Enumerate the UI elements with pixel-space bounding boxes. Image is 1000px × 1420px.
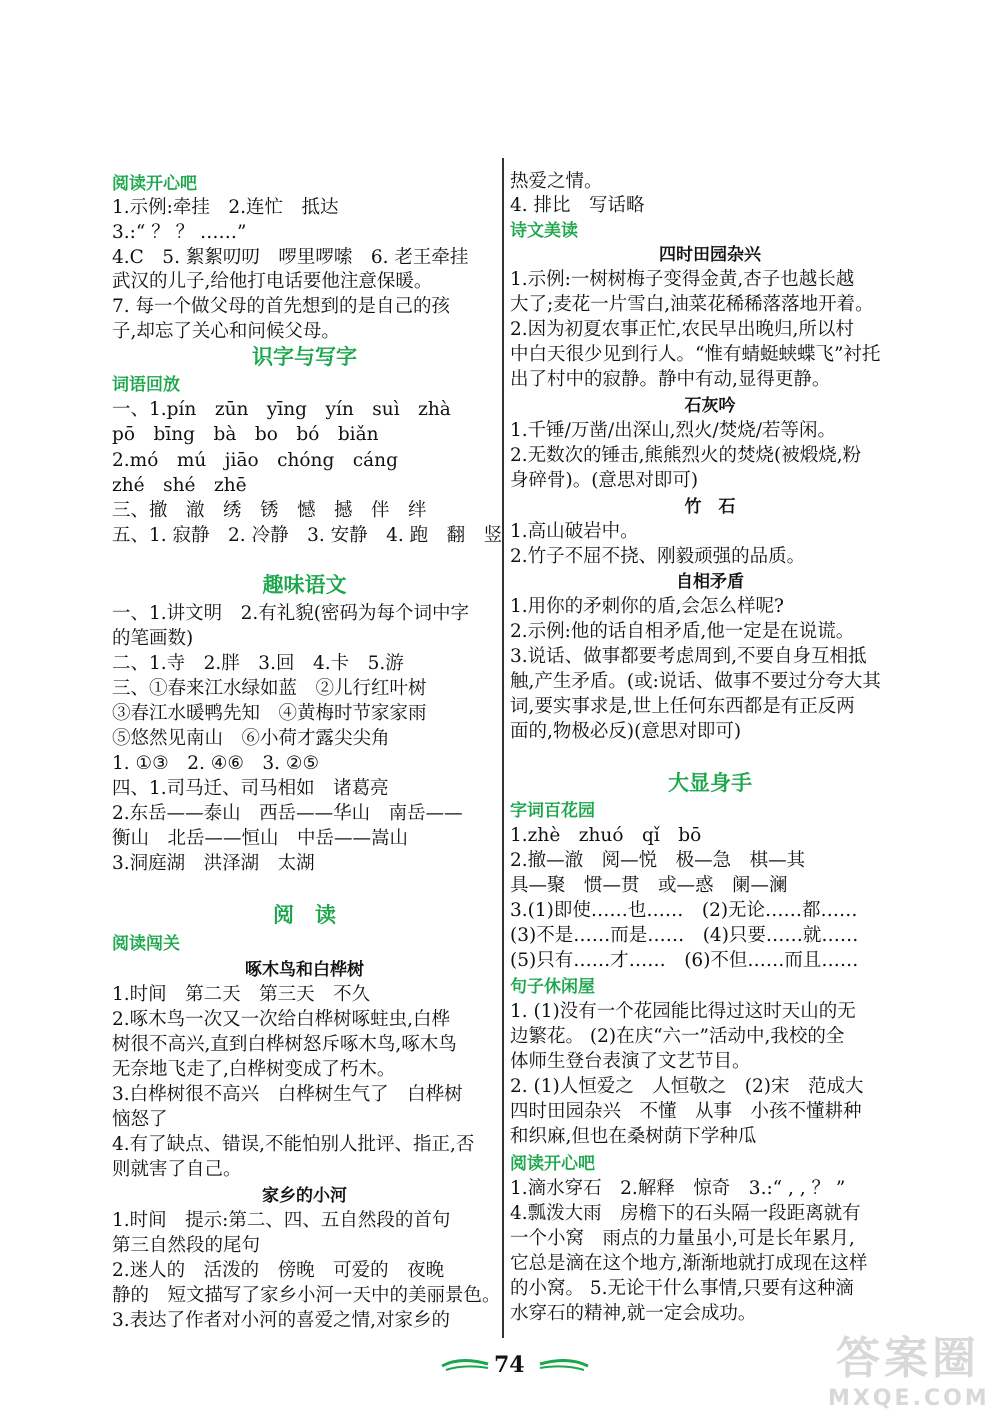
answer-line: (5)只有……才…… (6)不但……而且…… <box>510 950 859 971</box>
answer-line: 2.因为初夏农事正忙,农民早出晚归,所以村 <box>510 319 854 340</box>
answer-line: 树很不高兴,直到白桦树怒斥啄木鸟,啄木鸟 <box>112 1034 457 1055</box>
answer-line: 一、1.讲文明 2.有礼貌(密码为每个词中字 <box>112 603 470 624</box>
answer-line: 和织麻,但也在桑树荫下学种瓜 <box>510 1126 757 1147</box>
answer-line: 3.洞庭湖 洪泽湖 太湖 <box>112 853 315 874</box>
answer-line: 3.表达了作者对小河的喜爱之情,对家乡的 <box>112 1310 451 1331</box>
answer-line: 1.滴水穿石 2.解释 惊奇 3.:“ , , ？ ” <box>510 1178 846 1199</box>
answer-line: 四时田园杂兴 不懂 从事 小孩不懂耕种 <box>510 1101 862 1122</box>
passage-title: 家乡的小河 <box>262 1186 347 1206</box>
answer-line: 词,要实事求是,世上任何东西都是有正反两 <box>510 696 855 717</box>
answer-line: 身碎骨)。(意思对即可) <box>510 470 699 491</box>
answer-line: 武汉的儿子,给他打电话要他注意保暖。 <box>112 271 433 292</box>
answer-line: 出了村中的寂静。静中有动,显得更静。 <box>510 369 831 390</box>
section-label: 诗文美读 <box>510 221 578 241</box>
answer-line: pō bīng bà bo bó biǎn <box>112 424 379 445</box>
page-number: 74 <box>494 1352 525 1378</box>
section-label: 词语回放 <box>112 375 180 395</box>
section-title: 阅 读 <box>273 903 336 927</box>
answer-line: 无奈地飞走了,白桦树变成了朽木。 <box>112 1059 396 1080</box>
section-title: 趣味语文 <box>262 573 347 597</box>
watermark-logo-text: 答案圈 <box>836 1333 980 1384</box>
answer-line: 1.zhè zhuó qǐ bō <box>510 825 702 846</box>
passage-title: 四时田园杂兴 <box>659 245 761 265</box>
watermark-url: MXQE.COM <box>828 1386 990 1411</box>
section-label: 字词百花园 <box>510 801 595 821</box>
answer-line: 2.无数次的锤击,熊熊烈火的焚烧(被煅烧,粉 <box>510 445 862 466</box>
answer-line: 恼怒了 <box>112 1109 168 1130</box>
column-divider <box>502 158 504 1338</box>
answer-line: 子,却忘了关心和问候父母。 <box>112 321 340 342</box>
answer-line: 二、1.寺 2.胖 3.回 4.卡 5.游 <box>112 653 404 674</box>
answer-line: 3.(1)即使……也…… (2)无论……都…… <box>510 900 858 921</box>
answer-line: 3.白桦树很不高兴 白桦树生气了 白桦树 <box>112 1084 463 1105</box>
answer-line: 则就害了自己。 <box>112 1159 242 1180</box>
answer-line: 四、1.司马迁、司马相如 诸葛亮 <box>112 778 389 799</box>
answer-line: 热爱之情。 <box>510 171 603 192</box>
watermark <box>828 1322 988 1412</box>
answer-line: 2.示例:他的话自相矛盾,他一定是在说谎。 <box>510 621 855 642</box>
answer-line: 一、1.pín zūn yīng yín suì zhà <box>112 399 451 420</box>
answer-line: 中白天很少见到行人。“惟有蜻蜓蛱蝶飞”衬托 <box>510 344 881 365</box>
answer-line: 1.时间 第二天 第三天 不久 <box>112 984 371 1005</box>
answer-line: 五、1. 寂静 2. 冷静 3. 安静 4. 跑 翻 竖 <box>112 525 503 546</box>
answer-line: 7. 每一个做父母的首先想到的是自己的孩 <box>112 296 451 317</box>
answer-line: zhé shé zhē <box>112 475 247 496</box>
answer-line: 2. (1)人恒爱之 人恒敬之 (2)宋 范成大 <box>510 1076 864 1097</box>
passage-title: 石灰吟 <box>684 396 736 416</box>
answer-line: 它总是滴在这个地方,渐渐地就打成现在这样 <box>510 1253 868 1274</box>
answer-line: 2.竹子不屈不挠、刚毅顽强的品质。 <box>510 546 806 567</box>
answer-line: 具—聚 惯—贯 或—惑 阑—澜 <box>510 875 788 896</box>
answer-line: 三、①春来江水绿如蓝 ②儿行红叶树 <box>112 678 427 699</box>
answer-line: 4.C 5. 絮絮叨叨 啰里啰嗦 6. 老王牵挂 <box>112 247 469 268</box>
section-title: 大显身手 <box>668 771 752 795</box>
answer-line: 2.撤—澈 阅—悦 极—急 棋—其 <box>510 850 806 871</box>
answer-line: 水穿石的精神,就一定会成功。 <box>510 1303 757 1324</box>
answer-line: ③春江水暖鸭先知 ④黄梅时节家家雨 <box>112 703 427 724</box>
section-title: 识字与写字 <box>252 345 357 369</box>
answer-line: 2.mó mú jiāo chóng cáng <box>112 450 398 471</box>
answer-line: 的小窝。 5.无论干什么事情,只要有这种滴 <box>510 1278 854 1299</box>
page-footer <box>440 1352 590 1378</box>
answer-line: (3)不是……而是…… (4)只要……就…… <box>510 925 859 946</box>
answer-line: 衡山 北岳——恒山 中岳——嵩山 <box>112 828 409 849</box>
passage-title: 竹 石 <box>684 497 736 517</box>
answer-line: 3.:“ ？ ？ ……” <box>112 222 247 243</box>
answer-line: 2.东岳——泰山 西岳——华山 南岳—— <box>112 803 463 824</box>
answer-line: 体师生登台表演了文艺节目。 <box>510 1051 751 1072</box>
answer-line: 2.啄木鸟一次又一次给白桦树啄蛀虫,白桦 <box>112 1009 451 1030</box>
answer-line: 大了;麦花一片雪白,油菜花稀稀落落地开着。 <box>510 294 874 315</box>
answer-line: 4.瓢泼大雨 房檐下的石头隔一段距离就有 <box>510 1203 861 1224</box>
passage-title: 自相矛盾 <box>676 572 744 592</box>
answer-line: 1. ①③ 2. ④⑥ 3. ②⑤ <box>112 753 320 774</box>
answer-line: 1.示例:一树树梅子变得金黄,杏子也越长越 <box>510 269 855 290</box>
section-label: 句子休闲屋 <box>510 977 595 997</box>
answer-line: 三、撤 澈 绣 锈 憾 撼 伴 绊 <box>112 500 427 521</box>
answer-line: 静的 短文描写了家乡小河一天中的美丽景色。 <box>112 1285 501 1306</box>
section-label: 阅读闯关 <box>112 934 180 954</box>
answer-line: 1.千锤/万凿/出深山,烈火/焚烧/若等闲。 <box>510 420 836 441</box>
answer-line: ⑤悠然见南山 ⑥小荷才露尖尖角 <box>112 728 390 749</box>
answer-line: 面的,物极必反)(意思对即可) <box>510 721 742 742</box>
answer-line: 边繁花。 (2)在庆“六一”活动中,我校的全 <box>510 1026 845 1047</box>
answer-line: 4. 排比 写话略 <box>510 195 645 216</box>
answer-line: 2.迷人的 活泼的 傍晚 可爱的 夜晚 <box>112 1260 445 1281</box>
answer-line: 4.有了缺点、错误,不能怕别人批评、指正,否 <box>112 1134 475 1155</box>
answer-line: 1.时间 提示:第二、四、五自然段的首句 <box>112 1210 451 1231</box>
answer-line: 的笔画数) <box>112 628 194 649</box>
answer-line: 触,产生矛盾。(或:说话、做事不要过分夸大其 <box>510 671 881 692</box>
answer-line: 1. (1)没有一个花园能比得过这时天山的无 <box>510 1001 856 1022</box>
answer-line: 1.示例:牵挂 2.连忙 抵达 <box>112 197 339 218</box>
answer-line: 1.高山破岩中。 <box>510 521 639 542</box>
section-label: 阅读开心吧 <box>510 1154 595 1174</box>
answer-line: 一个小窝 雨点的力量虽小,可是长年累月, <box>510 1228 855 1249</box>
answer-line: 1.用你的矛刺你的盾,会怎么样呢? <box>510 596 784 617</box>
section-label: 阅读开心吧 <box>112 174 197 194</box>
answer-line: 第三自然段的尾句 <box>112 1235 261 1256</box>
passage-title: 啄木鸟和白桦树 <box>245 960 364 980</box>
answer-line: 3.说话、做事都要考虑周到,不要自身互相抵 <box>510 646 867 667</box>
